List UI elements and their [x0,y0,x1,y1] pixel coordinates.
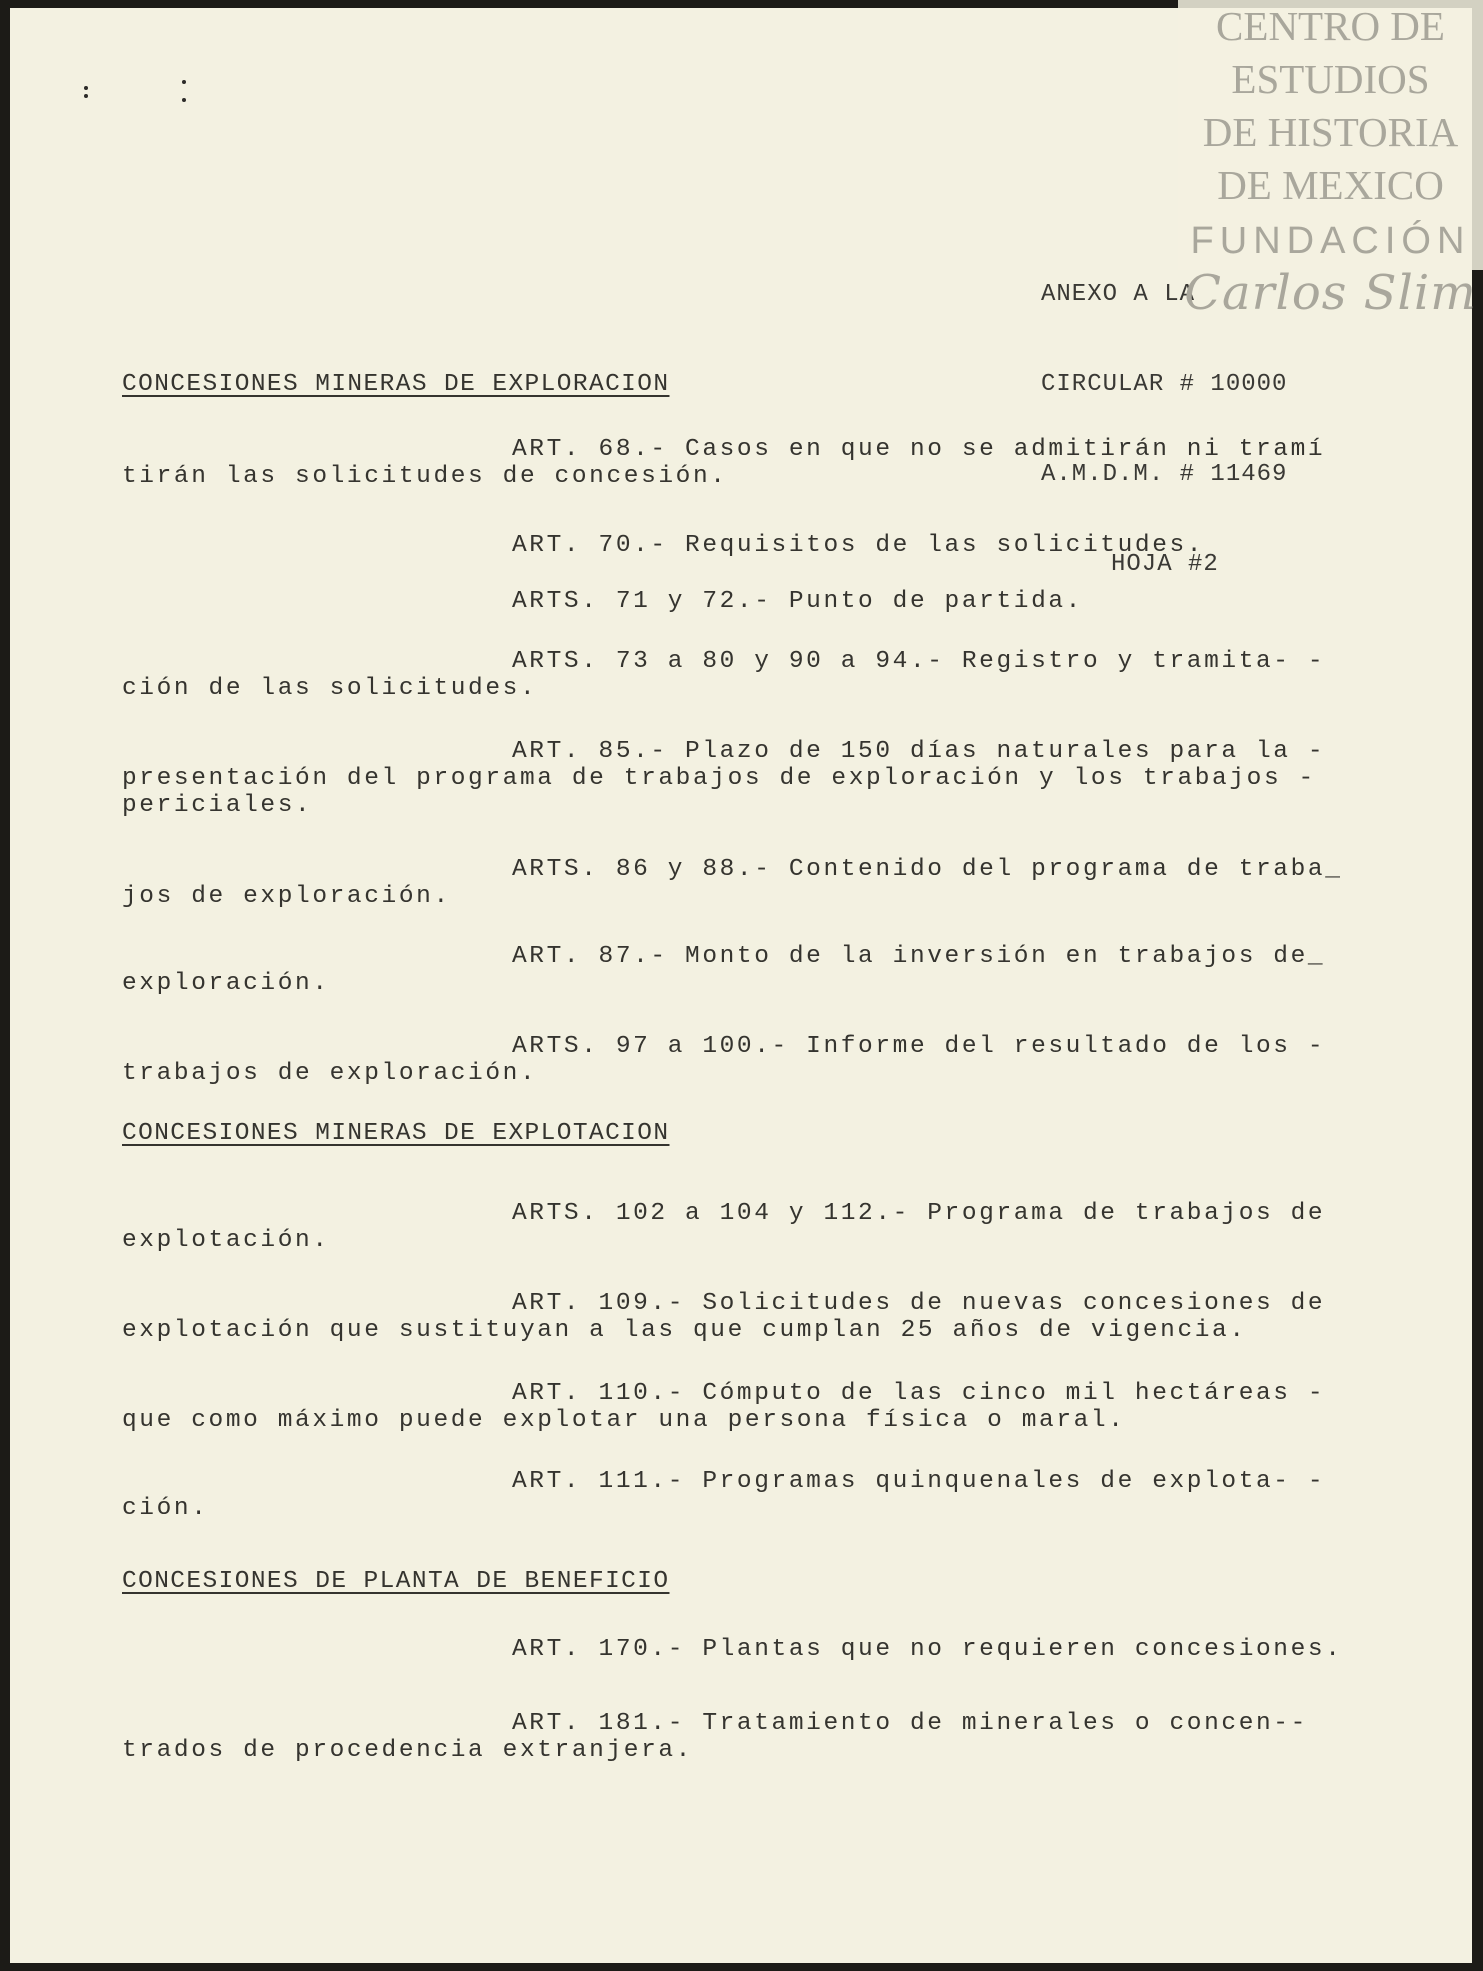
article-first-line: ART. 181.- Tratamiento de minerales o concen-- [512,1710,1308,1737]
article-first-line: ARTS. 73 a 80 y 90 a 94.- Registro y tramita- - [512,648,1326,675]
article-continuation: ción. [122,1495,209,1522]
article-paragraph [122,436,1362,490]
article-continuation: que como máximo puede explotar una persona física o maral. [122,1407,1126,1434]
article-first-line: ARTS. 102 a 104 y 112.- Programa de trabajos de [512,1200,1326,1227]
watermark-line: CENTRO DE [1216,3,1445,49]
article-continuation: trados de procedencia extranjera. [122,1737,693,1764]
article-paragraph [122,1033,1362,1087]
article-paragraph [122,1710,1362,1764]
punch-dot [84,86,88,90]
archive-watermark [1178,0,1483,321]
watermark-line: DE HISTORIA [1202,109,1459,155]
watermark-line: DE MEXICO [1217,162,1444,208]
article-paragraph [122,1636,1362,1663]
article-continuation: exploración. [122,970,330,997]
article-first-line: ART. 111.- Programas quinquenales de explota- - [512,1468,1326,1495]
punch-marks [84,80,194,110]
article-continuation: jos de exploración. [122,883,451,910]
article-first-line: ART. 87.- Monto de la inversión en trabajos de_ [512,943,1326,970]
article-first-line: ART. 70.- Requisitos de las solicitudes. [512,532,1205,559]
watermark-signature: Carlos Slim [1184,265,1477,321]
article-paragraph [122,588,1362,615]
punch-dot [182,98,186,102]
article-paragraph [122,532,1362,559]
article-first-line: ARTS. 97 a 100.- Informe del resultado de los - [512,1033,1326,1060]
annex-line: A.M.D.M. # 11469 [1041,461,1288,488]
article-first-line: ART. 110.- Cómputo de las cinco mil hectáreas - [512,1380,1326,1407]
watermark-fundacion: FUNDACIÓN [1190,220,1471,262]
article-first-line: ART. 85.- Plazo de 150 días naturales para la - [512,738,1326,765]
article-first-line: ARTS. 71 y 72.- Punto de partida. [512,588,1083,615]
article-continuation: ción de las solicitudes. [122,675,538,702]
article-continuation: explotación que sustituyan a las que cumplan 25 años de vigencia. [122,1317,1247,1344]
section-heading: CONCESIONES MINERAS DE EXPLORACION [122,371,670,398]
article-first-line: ART. 68.- Casos en que no se admitirán ni tramí [512,436,1326,463]
article-paragraph [122,856,1362,910]
watermark-line: ESTUDIOS [1231,56,1430,102]
article-continuation: tirán las solicitudes de concesión. [122,463,728,490]
article-first-line: ARTS. 86 y 88.- Contenido del programa de traba_ [512,856,1343,883]
article-continuation: explotación. [122,1227,330,1254]
article-paragraph [122,648,1362,702]
section-heading: CONCESIONES MINERAS DE EXPLOTACION [122,1120,670,1147]
article-paragraph [122,943,1362,997]
article-paragraph [122,1290,1362,1344]
annex-line: HOJA #2 [1111,551,1219,578]
section-heading: CONCESIONES DE PLANTA DE BENEFICIO [122,1568,670,1595]
article-continuation: trabajos de exploración. [122,1060,538,1087]
punch-dot [84,94,88,98]
article-first-line: ART. 109.- Solicitudes de nuevas concesiones de [512,1290,1326,1317]
punch-dot [182,80,186,84]
article-paragraph [122,1380,1362,1434]
article-continuation: presentación del programa de trabajos de exploración y los trabajos - periciales. [122,765,1316,819]
article-paragraph [122,1468,1362,1522]
article-paragraph [122,738,1362,819]
article-paragraph [122,1200,1362,1254]
annex-line: CIRCULAR # 10000 [1041,371,1288,398]
article-first-line: ART. 170.- Plantas que no requieren concesiones. [512,1636,1343,1663]
annex-line: ANEXO A LA [1041,281,1196,308]
